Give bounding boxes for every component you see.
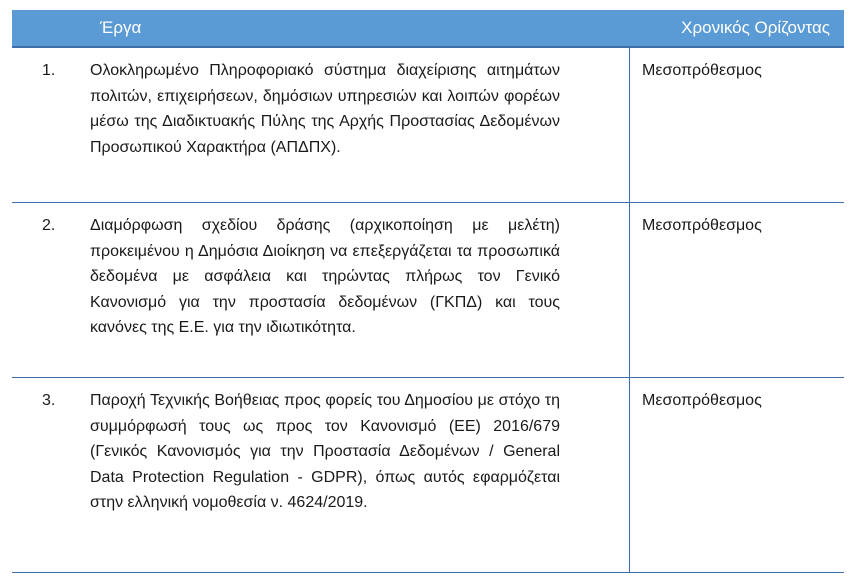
projects-table	[12, 10, 844, 573]
row-number: 2.	[42, 217, 56, 234]
table-row-1	[12, 47, 844, 202]
row-text: Παροχή Τεχνικής Βοήθειας προς φορείς του Δημοσίου με στόχο τη συμμόρφωσή τους ως προς τον Κανονισμό (ΕΕ) 2016/679 (Γενικός Κανονισμός για την Προστασία Δεδομένων / General Data Protection Regulation - GDPR), όπως αυτός εφαρμόζεται στην ελληνική νομοθεσία ν. 4624/2019.	[90, 392, 560, 511]
header-works: Έργα	[100, 18, 142, 37]
row-horizon: Μεσοπρόθεσμος	[642, 392, 762, 409]
row-horizon: Μεσοπρόθεσμος	[642, 217, 762, 234]
row-text: Ολοκληρωμένο Πληροφοριακό σύστημα διαχείρισης αιτημάτων πολιτών, επιχειρήσεων, δημόσιων υπηρεσιών και λοιπών φορέων μέσω της Διαδικτυακής Πύλης της Αρχής Προστασίας Δεδομένων Προσωπικού Χαρακτήρα (ΑΠΔΠΧ).	[90, 62, 560, 156]
row-number: 1.	[42, 62, 56, 79]
row-number: 3.	[42, 392, 56, 409]
header-horizon: Χρονικός Ορίζοντας	[681, 18, 830, 37]
table-row-3	[12, 377, 844, 573]
row-text: Διαμόρφωση σχεδίου δράσης (αρχικοποίηση με μελέτη) προκειμένου η Δημόσια Διοίκηση να επεξεργάζεται τα προσωπικά δεδομένα με ασφάλεια και τηρώντας πλήρως τον Γενικό Κανονισμό για την προστασία δεδομένων (ΓΚΠΔ) και τους κανόνες της Ε.Ε. για την ιδιωτικότητα.	[90, 217, 560, 336]
row-horizon: Μεσοπρόθεσμος	[642, 62, 762, 79]
table-row-2	[12, 202, 844, 377]
table-header	[12, 10, 844, 47]
